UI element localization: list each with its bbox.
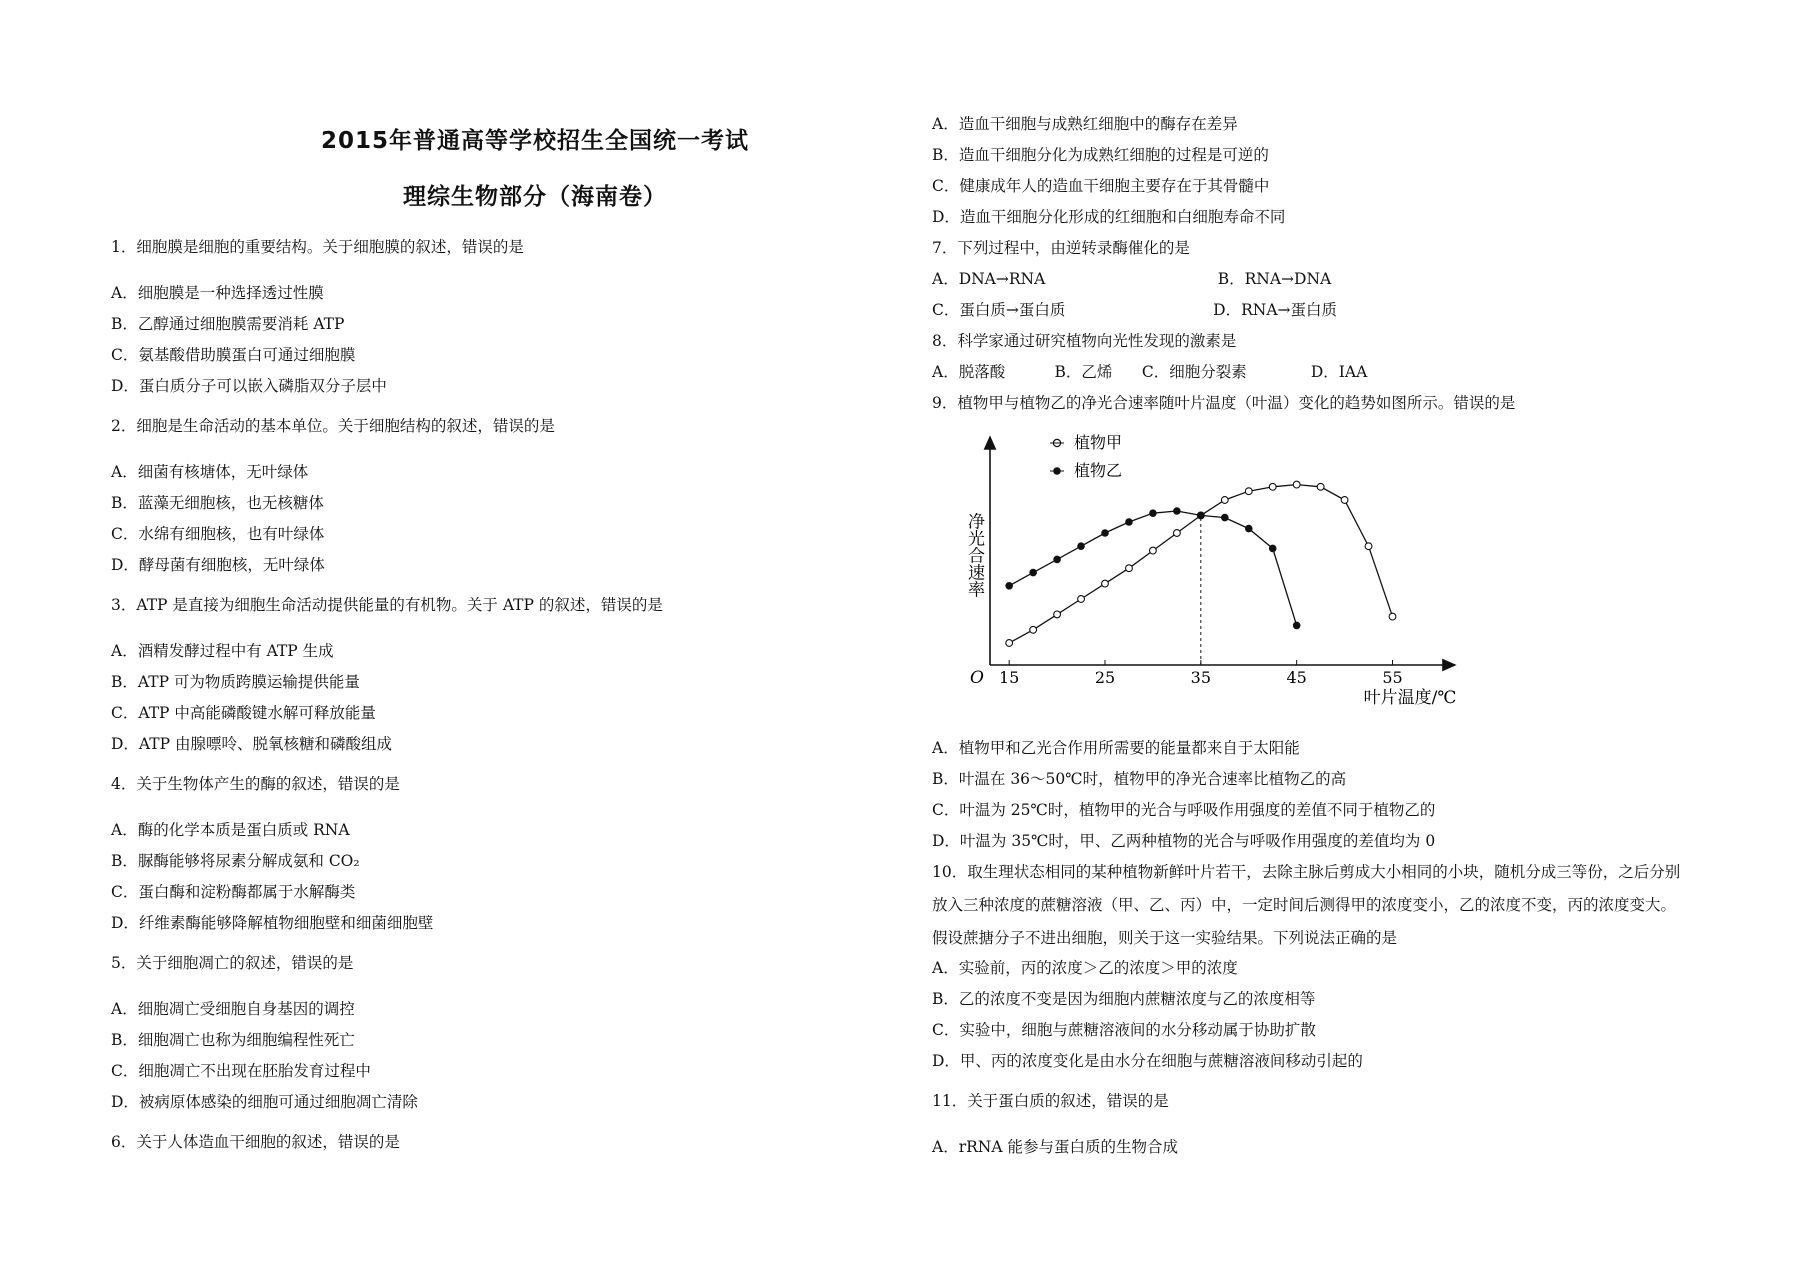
data-point-jia [1102,580,1109,587]
option-line: C．ATP 中高能磷酸键水解可释放能量 [111,704,376,722]
option-line: A．脱落酸 B．乙烯 C．细胞分裂素 D．IAA [932,363,1368,381]
option-line: D．酵母菌有细胞核，无叶绿体 [111,556,325,574]
question-stem: 9．植物甲与植物乙的净光合速率随叶片温度（叶温）变化的趋势如图所示。错误的是 [932,394,1516,412]
option-line: B．脲酶能够将尿素分解成氨和 CO₂ [111,852,360,870]
option-line: C．叶温为 25℃时，植物甲的光合与呼吸作用强度的差值不同于植物乙的 [932,801,1436,819]
option-line: B．ATP 可为物质跨膜运输提供能量 [111,673,360,691]
option-line: D．叶温为 35℃时，甲、乙两种植物的光合与呼吸作用强度的差值均为 0 [932,832,1436,850]
x-tick-label: 55 [1382,668,1403,687]
question-stem: 2．细胞是生命活动的基本单位。关于细胞结构的叙述，错误的是 [111,417,555,435]
x-tick-label: 45 [1286,668,1307,687]
option-line: A．rRNA 能参与蛋白质的生物合成 [932,1138,1178,1156]
option-line: C．细胞凋亡不出现在胚胎发育过程中 [111,1062,371,1080]
option-line: C．蛋白酶和淀粉酶都属于水解酶类 [111,883,356,901]
data-point-yi [1149,509,1157,517]
origin-label: O [970,668,984,688]
data-point-jia [1150,547,1157,554]
question-stem: 10．取生理状态相同的某种植物新鲜叶片若干，去除主脉后剪成大小相同的小块，随机分成三等份，之后分别 [932,863,1681,881]
question-stem: 1．细胞膜是细胞的重要结构。关于细胞膜的叙述，错误的是 [111,238,524,256]
question-stem: 4．关于生物体产生的酶的叙述，错误的是 [111,775,400,793]
data-point-jia [1030,626,1037,633]
option-line: A．细菌有核塘体，无叶绿体 [111,463,309,481]
x-axis-label: 叶片温度/℃ [1363,688,1457,708]
data-point-yi [1125,518,1133,526]
option-line: A．实验前，丙的浓度＞乙的浓度＞甲的浓度 [932,959,1238,977]
question-stem: 11．关于蛋白质的叙述，错误的是 [932,1092,1169,1110]
data-point-jia [1389,613,1396,620]
x-tick-label: 25 [1094,668,1116,687]
photosynthesis-temperature-chart [950,425,1470,715]
option-line: C．健康成年人的造血干细胞主要存在于其骨髓中 [932,177,1270,195]
option-line: B．叶温在 36～50℃时，植物甲的净光合速率比植物乙的高 [932,770,1347,788]
option-line: C．水绵有细胞核，也有叶绿体 [111,525,325,543]
question-stem: 6．关于人体造血干细胞的叙述，错误的是 [111,1133,400,1151]
option-line: A．细胞凋亡受细胞自身基因的调控 [111,1000,355,1018]
legend-label-yi: 植物乙 [1074,461,1123,480]
data-point-jia [1341,497,1348,504]
page-subtitle: 理综生物部分（海南卷） [403,184,667,210]
data-point-yi [1221,514,1229,522]
option-line: A．细胞膜是一种选择透过性膜 [111,284,324,302]
data-point-yi [1029,569,1037,577]
option-line: D．被病原体感染的细胞可通过细胞凋亡清除 [111,1093,418,1111]
option-line: B．蓝藻无细胞核，也无核糖体 [111,494,324,512]
option-line: B．细胞凋亡也称为细胞编程性死亡 [111,1031,355,1049]
data-point-jia [1173,530,1180,537]
data-point-yi [1197,512,1205,520]
data-point-jia [1006,640,1013,647]
legend [1050,433,1122,480]
y-axis-label: 净光合速率 [964,512,984,598]
data-point-yi [1293,622,1301,630]
option-line: A．酶的化学本质是蛋白质或 RNA [111,821,350,839]
data-point-jia [1221,497,1228,504]
option-line: B．乙的浓度不变是因为细胞内蔗糖浓度与乙的浓度相等 [932,990,1316,1008]
data-point-jia [1269,483,1276,490]
data-point-jia [1365,543,1372,550]
option-line: D．纤维素酶能够降解植物细胞壁和细菌细胞壁 [111,914,434,932]
data-point-jia [1317,483,1324,490]
data-point-yi [1269,545,1277,553]
option-line: A．造血干细胞与成熟红细胞中的酶存在差异 [932,115,1238,133]
data-point-jia [1078,596,1085,603]
series-line-jia [1009,485,1392,643]
option-line: D．蛋白质分子可以嵌入磷脂双分子层中 [111,377,387,395]
question-stem: 放入三种浓度的蔗糖溶液（甲、乙、丙）中，一定时间后测得甲的浓度变小，乙的浓度不变，丙的浓度变大。 [932,896,1677,914]
data-point-yi [1053,556,1061,564]
data-point-yi [1173,507,1181,515]
legend-label-jia: 植物甲 [1074,433,1123,452]
data-point-jia [1126,565,1133,572]
data-point-jia [1293,481,1300,488]
option-line: C．蛋白质→蛋白质 D．RNA→蛋白质 [932,301,1337,319]
question-stem: 7．下列过程中，由逆转录酶催化的是 [932,239,1190,257]
data-point-yi [1077,542,1085,550]
series-line-yi [1009,511,1296,625]
x-tick-label: 35 [1190,668,1212,687]
data-point-yi [1101,529,1109,537]
data-point-yi [1245,525,1253,533]
x-tick-label: 15 [998,668,1020,687]
question-stem: 5．关于细胞凋亡的叙述，错误的是 [111,954,354,972]
option-line: B．乙醇通过细胞膜需要消耗 ATP [111,315,345,333]
option-line: A．酒精发酵过程中有 ATP 生成 [111,642,334,660]
option-line: D．ATP 由腺嘌呤、脱氧核糖和磷酸组成 [111,735,392,753]
option-line: C．氨基酸借助膜蛋白可通过细胞膜 [111,346,356,364]
question-stem: 3．ATP 是直接为细胞生命活动提供能量的有机物。关于 ATP 的叙述，错误的是 [111,596,663,614]
option-line: C．实验中，细胞与蔗糖溶液间的水分移动属于协助扩散 [932,1021,1316,1039]
data-point-jia [1245,488,1252,495]
option-line: D．甲、丙的浓度变化是由水分在细胞与蔗糖溶液间移动引起的 [932,1052,1363,1070]
option-line: D．造血干细胞分化形成的红细胞和白细胞寿命不同 [932,208,1286,226]
option-line: A．植物甲和乙光合作用所需要的能量都来自于太阳能 [932,739,1300,757]
data-point-yi [1005,582,1013,590]
option-line: B．造血干细胞分化为成熟红细胞的过程是可逆的 [932,146,1269,164]
data-point-jia [1054,611,1061,618]
page-title: 2015年普通高等学校招生全国统一考试 [320,128,749,154]
question-stem: 假设蔗搪分子不进出细胞，则关于这一实验结果。下列说法正确的是 [932,929,1398,947]
question-stem: 8．科学家通过研究植物向光性发现的激素是 [932,332,1237,350]
option-line: A．DNA→RNA B．RNA→DNA [932,270,1332,288]
